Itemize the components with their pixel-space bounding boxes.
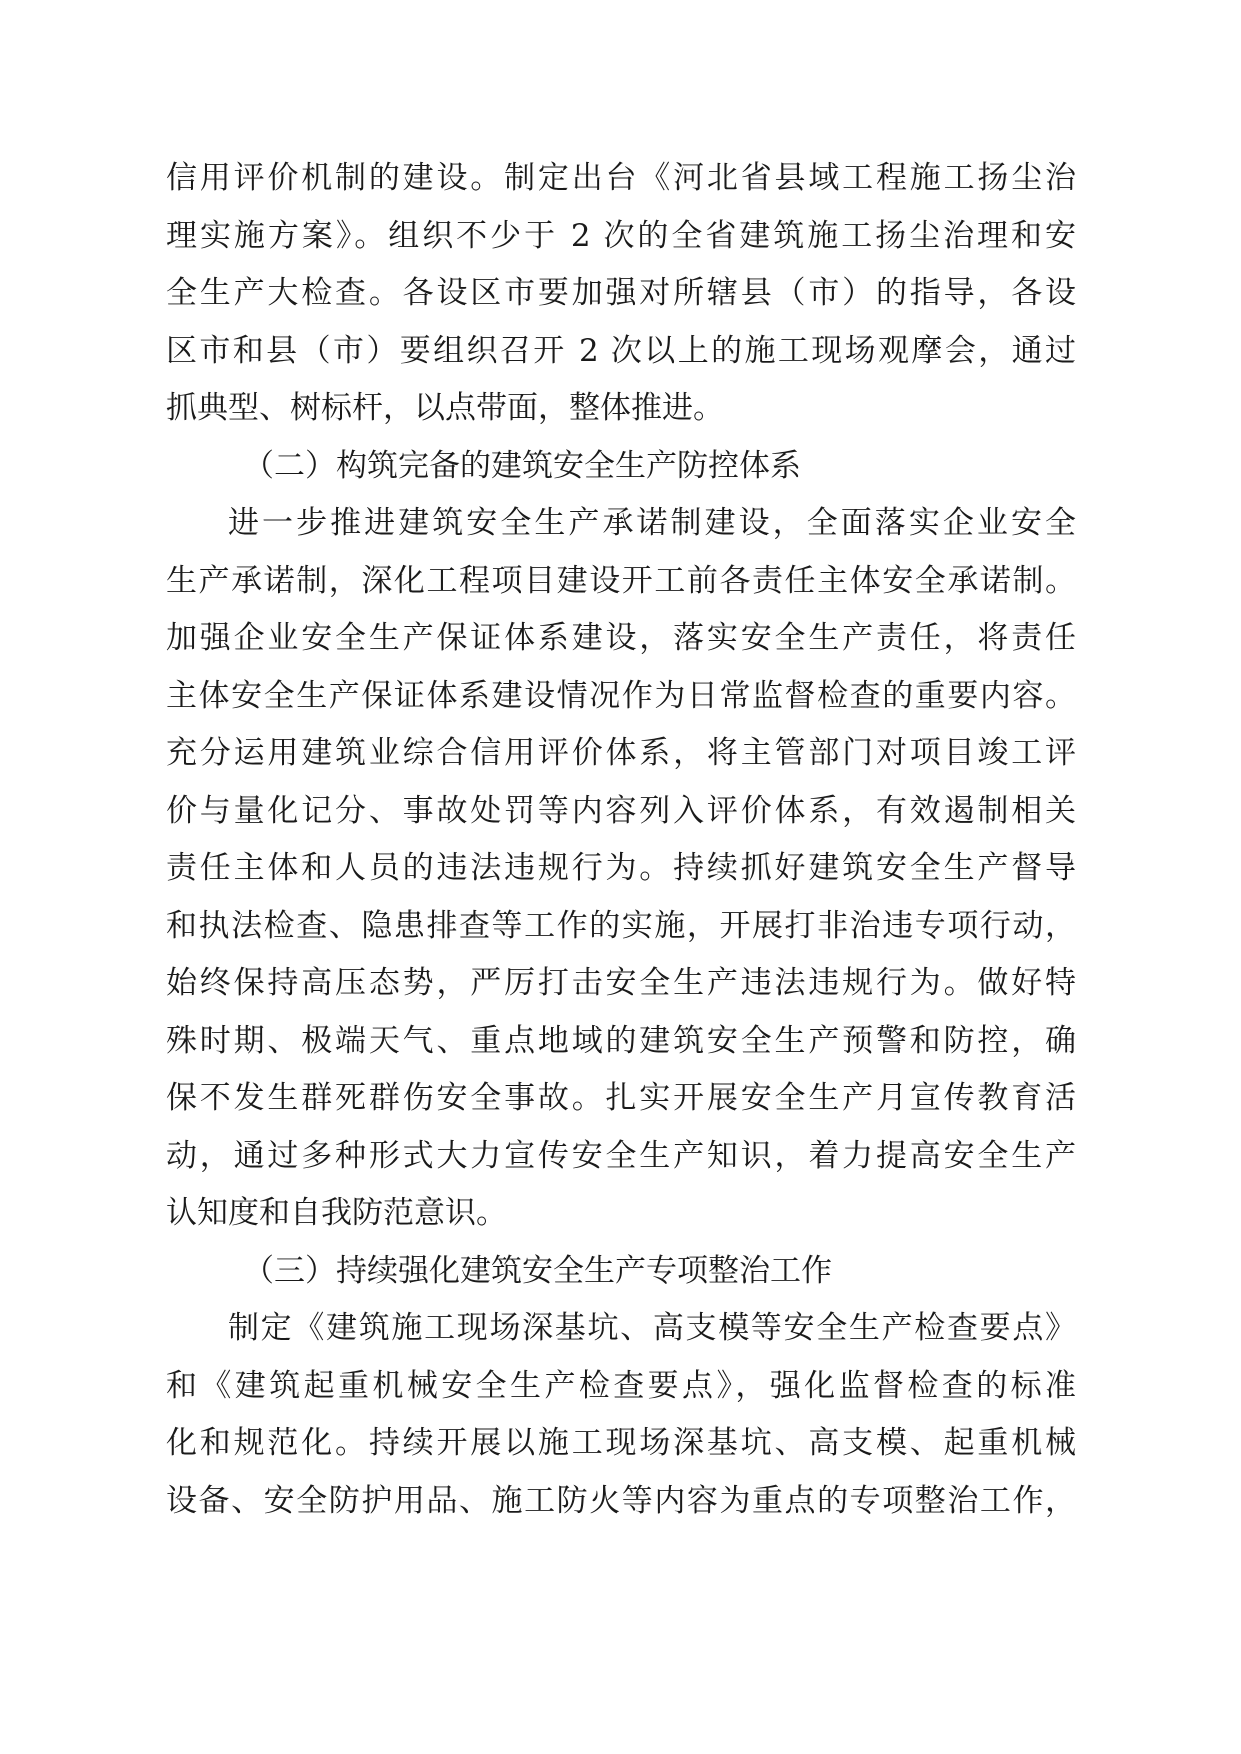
- paragraph-line: 信用评价机制的建设。制定出台《河北省县域工程施工扬尘治: [166, 160, 1076, 196]
- paragraph-2: [166, 495, 1076, 1243]
- paragraph-line: 始终保持高压态势，严厉打击安全生产违法违规行为。做好特: [166, 965, 1076, 1001]
- paragraph-line: 价与量化记分、事故处罚等内容列入评价体系，有效遏制相关: [166, 792, 1076, 829]
- paragraph-line: 设备、安全防护用品、施工防火等内容为重点的专项整治工作，: [166, 1482, 1076, 1519]
- paragraph-line: 生产承诺制，深化工程项目建设开工前各责任主体安全承诺制。: [166, 562, 1076, 599]
- paragraph-line: 殊时期、极端天气、重点地域的建筑安全生产预警和防控，确: [166, 1022, 1076, 1059]
- paragraph-line: 充分运用建筑业综合信用评价体系，将主管部门对项目竣工评: [166, 735, 1076, 771]
- paragraph-line: 进一步推进建筑安全生产承诺制建设，全面落实企业安全: [228, 505, 1076, 541]
- paragraph-line: 主体安全生产保证体系建设情况作为日常监督检查的重要内容。: [166, 677, 1076, 714]
- paragraph-line: 动，通过多种形式大力宣传安全生产知识，着力提高安全生产: [166, 1137, 1076, 1174]
- paragraph-line: 全生产大检查。各设区市要加强对所辖县（市）的指导，各设: [166, 275, 1076, 311]
- paragraph-line: 抓典型、树标杆，以点带面，整体推进。: [166, 390, 724, 426]
- paragraph-line: 加强企业安全生产保证体系建设，落实安全生产责任，将责任: [166, 620, 1076, 656]
- paragraph-line: 和《建筑起重机械安全生产检查要点》，强化监督检查的标准: [166, 1367, 1076, 1404]
- section-heading-3: （三）持续强化建筑安全生产专项整治工作: [243, 1252, 832, 1289]
- paragraph-line: 制定《建筑施工现场深基坑、高支模等安全生产检查要点》: [228, 1310, 1076, 1346]
- paragraph-line: 认知度和自我防范意识。: [166, 1195, 507, 1231]
- paragraph-line: 化和规范化。持续开展以施工现场深基坑、高支模、起重机械: [166, 1425, 1076, 1461]
- section-heading-2: （二）构筑完备的建筑安全生产防控体系: [243, 447, 801, 484]
- paragraph-line: 理实施方案》。组织不少于 2 次的全省建筑施工扬尘治理和安: [166, 217, 1076, 254]
- paragraph-3: [166, 1300, 1076, 1530]
- paragraph-line: 区市和县（市）要组织召开 2 次以上的施工现场观摩会，通过: [166, 332, 1076, 369]
- document-body: [166, 150, 1076, 1530]
- paragraph-line: 和执法检查、隐患排查等工作的实施，开展打非治违专项行动，: [166, 907, 1076, 944]
- paragraph-1: [166, 150, 1076, 438]
- paragraph-line: 责任主体和人员的违法违规行为。持续抓好建筑安全生产督导: [166, 850, 1076, 886]
- paragraph-line: 保不发生群死群伤安全事故。扎实开展安全生产月宣传教育活: [166, 1080, 1076, 1116]
